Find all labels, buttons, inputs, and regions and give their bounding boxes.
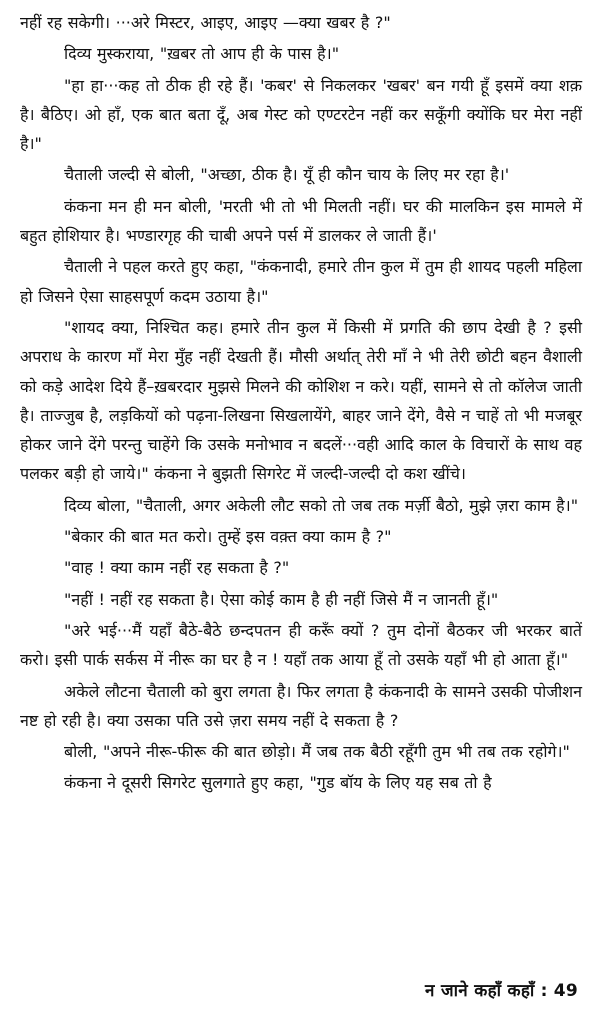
paragraph: "बेकार की बात मत करो। तुम्हें इस वक़्त क्या काम है ?" [64, 527, 392, 547]
paragraph: "वाह ! क्या काम नहीं रह सकता है ?" [64, 558, 290, 578]
paragraph: चैताली जल्दी से बोली, "अच्छा, ठीक है। यूँ ही कौन चाय के लिए मर रहा है।' [64, 165, 510, 185]
paragraph: चैताली ने पहल करते हुए कहा, "कंकनादी, हमारे तीन कुल में तुम ही शायद पहली महिला हो जिसने ऐसा साहसपूर्ण कदम उठाया है।" [20, 257, 582, 306]
paragraph: "नहीं ! नहीं रह सकता है। ऐसा कोई काम है ही नहीं जिसे मैं न जानती हूँ।" [64, 589, 499, 609]
body-text [20, 8, 582, 800]
paragraph: कंकना ने दूसरी सिगरेट सुलगाते हुए कहा, "गुड बॉय के लिए यह सब तो है [64, 773, 492, 793]
paragraph: बोली, "अपने नीरू-फीरू की बात छोड़ो। मैं जब तक बैठी रहूँगी तुम भी तब तक रहोगे।" [64, 742, 570, 762]
page-footer [425, 978, 578, 1001]
paragraph: "अरे भई···मैं यहाँ बैठे-बैठे छन्दपतन ही करूँ क्यों ? तुम दोनों बैठकर जी भरकर बातें करो। इसी पार्क सर्कस में नीरू का घर है न ! यहाँ तक आया हूँ तो उसके यहाँ भी हो आता हूँ।" [20, 620, 582, 670]
paragraph: "शायद क्या, निश्चित कह। हमारे तीन कुल में किसी में प्रगति की छाप देखी है ? इसी अपराध के कारण माँ मेरा मुँह नहीं देखती हैं। मौसी अर्थात् तेरी माँ ने भी तेरी छोटी बहन वैशाली को कड़े आदेश दिये हैं–ख़बरदार मुझसे मिलने की कोशिश न करे। यहीं, सामने से तो कॉलेज जाती है। ताज्जुब है, लड़कियों को पढ़ना-लिखना सिखलायेंगे, बाहर जाने देंगे, वैसे न चाहें तो भी मजबूर होकर जाने देंगे परन्तु चाहेंगे कि उसके मनोभाव न बदलें···वही आदि काल के विचारों के साथ वह पलकर बड़ी हो जाये।" कंकना ने बुझती सिगरेट में जल्दी-जल्दी दो कश खींचे। [20, 317, 582, 484]
footer-separator: : [540, 981, 548, 1001]
paragraph: अकेले लौटना चैताली को बुरा लगता है। फिर लगता है कंकनादी के सामने उसकी पोजीशन नष्ट हो रही है। क्या उसका पति उसे ज़रा समय नहीं दे सकता है ? [20, 681, 582, 730]
book-title: न जाने कहाँ कहाँ [425, 981, 535, 1001]
paragraph: कंकना मन ही मन बोली, 'मरती भी तो भी मिलती नहीं। घर की मालकिन इस मामले में बहुत होशियार है। भण्डारगृह की चाबी अपने पर्स में डालकर ले जाती हैं।' [20, 196, 582, 246]
paragraph: दिव्य मुस्कराया, "ख़बर तो आप ही के पास है।" [64, 44, 340, 64]
paragraph: दिव्य बोला, "चैताली, अगर अकेली लौट सको तो जब तक मर्ज़ी बैठो, मुझे ज़रा काम है।" [64, 495, 579, 515]
paragraph: "हा हा···कह तो ठीक ही रहे हैं। 'कबर' से निकलकर 'खबर' बन गयी हूँ इसमें क्या शक़ है। बैठिए। ओ हाँ, एक बात बता दूँ, अब गेस्ट को एण्टरटेन नहीं कर सकूँगी क्योंकि घर मेरा नहीं है।" [20, 75, 582, 154]
page-number: 49 [553, 981, 578, 1001]
paragraph: नहीं रह सकेगी। ···अरे मिस्टर, आइए, आइए —क्या खबर है ?" [20, 13, 391, 32]
